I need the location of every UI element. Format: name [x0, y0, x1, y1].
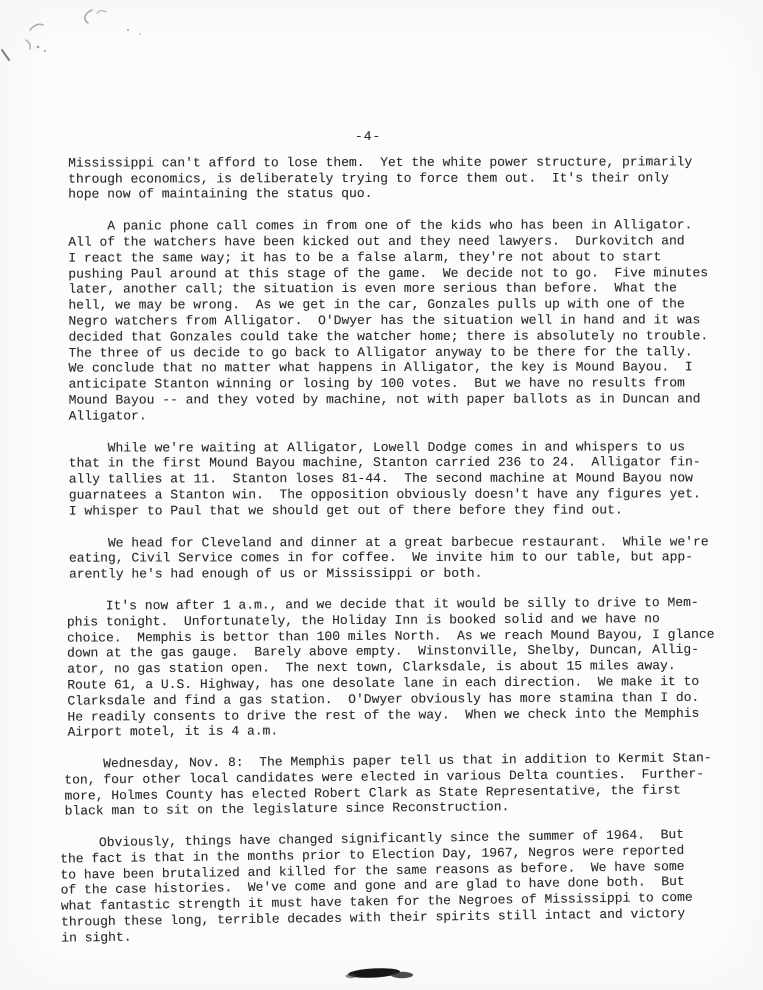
paragraph-4: We head for Cleveland and dinner at a great barbecue restaurant. While we're eating, Civil Service comes in for coffee. We invite him to our table, but app- arently he's had enough of us or Mississippi or both.: [68, 533, 709, 582]
paragraph-3: While we're waiting at Alligator, Lowell Dodge comes in and whispers to us that in the first Mound Bayou machine, Stanton carried 236 to 24. Alligator fin- ally tallies at 11. Stanton loses 81-44. The second machine at Mound Bayou now guarnatees a Stanton win. The opposition obviously doesn't have any figures yet. I whisper to Paul that we should get out of there before they find out.: [68, 438, 701, 519]
paragraph-2: A panic phone call comes in from one of the kids who has been in Alligator. All of the watchers have been kicked out and they need lawyers. Durkovitch and I react the same way; it has to be a false alarm, they're not about to start pushing Paul around at this stage of the game. We decide not to go. Five minutes later, another call; the situation is even more serious than before. What the hell, we may be wrong. As we get in the car, Gonzales pulls up with one of the Negro watchers from Alligator. O'Dwyer has the situation well in hand and it was decided that Gonzales could take the watcher home; there is absolutely no trouble. The three of us decide to go back to Alligator anyway to be there for the tally. We conclude that no matter what happens in Alligator, the key is Mound Bayou. I anticipate Stanton winning or losing by 100 votes. But we have no results from Mound Bayou -- and they voted by machine, not with paper ballots as in Duncan and Alligator.: [68, 217, 709, 424]
pen-scribble-marks: [0, 0, 180, 75]
paragraph-5: It's now after 1 a.m., and we decide that it would be silly to drive to Mem- phis tonight. Unfortunately, the Holiday Inn is booked solid and we have no choice. Memphis is bettor than 100 miles North. As we reach Mound Bayou, I glance down at the gas gauge. Barely above empty. Winstonville, Shelby, Duncan, Allig- ator, no gas station open. The next town, Clarksdale, is about 15 miles away. Route 61, a U.S. Highway, has one desolate lane in each direction. We make it to Clarksdale and find a gas station. O'Dwyer obviously has more stamina than I do. He readily consents to drive the rest of the way. When we check into the Memphis Airport motel, it is 4 a.m.: [66, 594, 715, 740]
paragraph-6: Wednesday, Nov. 8: The Memphis paper tell us that in addition to Kermit Stan- ton, four other local candidates were elected in various Delta counties. Further- more, Holmes County has elected Robert Clark as State Representative, the first black man to sit on the legislature since Reconstruction.: [64, 750, 712, 820]
typewritten-text: [59, 128, 715, 962]
paragraph-7: Obviously, things have changed significantly since the summer of 1964. But the fact is that in the months prior to Election Day, 1967, Negros were reported to have been brutalized and killed for the same reasons as before. We have some of the case histories. We've come and gone and are glad to have done both. But what fantastic strength it must have taken for the Negroes of Mississippi to come through these long, terrible decades with their spirits still intact and victory in sight.: [59, 827, 693, 946]
ink-smudge: [338, 963, 433, 987]
page-number: -4-: [354, 128, 382, 145]
paragraph-1: Mississippi can't afford to lose them. Yet the white power structure, primarily through economics, is deliberately trying to force them out. It's their only hope now of maintaining the status quo.: [68, 154, 693, 203]
